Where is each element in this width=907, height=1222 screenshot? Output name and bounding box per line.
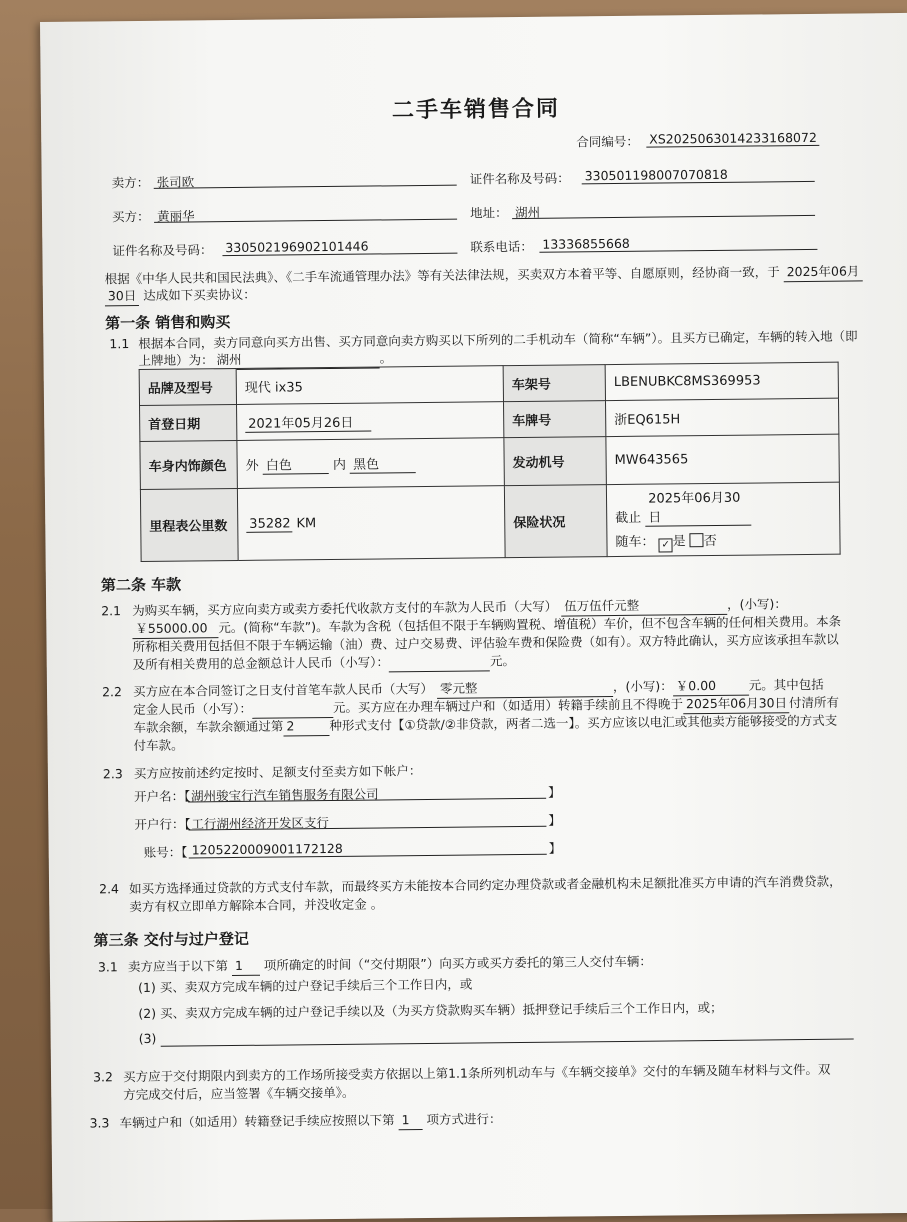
clause-2-2-line-1: 买方应在本合同签订之日支付首笔车款人民币（大写） 零元整 ，(小写)： ￥0.00 元。其中包括 — [132, 676, 824, 700]
inner-color: 黑色 — [350, 453, 416, 474]
contract-page — [40, 13, 907, 1222]
checkbox-yes[interactable]: ✓ — [659, 538, 673, 552]
mileage-cell — [237, 486, 505, 561]
bank-account-close: 】 — [548, 840, 562, 856]
reg-date-value: 2021年05月26日 — [245, 411, 371, 432]
vin-value: LBENUBKC8MS369953 — [605, 362, 838, 400]
yes-label: 是 — [672, 534, 686, 550]
brand-value: 现代 ix35 — [236, 366, 503, 405]
reg-date-label: 首登日期 — [140, 404, 237, 441]
insurance-date: 2025年06月30日 — [645, 487, 751, 527]
bank-branch-close: 】 — [548, 812, 561, 828]
address-label: 地址： — [469, 205, 508, 221]
seller-name: 张司欧 — [154, 170, 457, 189]
no-label: 否 — [703, 533, 717, 550]
buyer-id: 330502196902101446 — [222, 238, 457, 256]
bank-branch-label: 开户行：【 — [134, 816, 191, 833]
outer-color: 白色 — [263, 454, 329, 475]
insurance-label: 保险状况 — [504, 485, 607, 558]
color-label: 车身内饰颜色 — [140, 440, 237, 489]
clause-3-1-text: 卖方应当于以下第 1 项所确定的时间（“交付期限”）向买方或买方委托的第三人交付车辆： — [127, 953, 652, 975]
outer-color-prefix: 外 — [245, 458, 259, 474]
bank-account-label: 账号：【 — [143, 844, 188, 860]
clause-3-1-option-1: (1) 买、卖双方完成车辆的过户登记手续后三个工作日内，或 — [138, 976, 473, 996]
bank-account: 1205220009001172128 — [189, 839, 547, 859]
clause-2-2-line-4: 付车款。 — [133, 737, 184, 754]
bank-name-label: 开户名：【 — [134, 788, 191, 805]
engine-value: MW643565 — [606, 434, 839, 484]
clause-2-2-number: 2.2 — [101, 684, 122, 700]
preamble-text: 根据《中华人民共和国民法典》、《二手车流通管理办法》等有关法律法规，买卖双方本着平等、自愿原则，经协商一致，于 2025年06月 — [105, 263, 863, 289]
clause-2-4-line-1: 如买方选择通过贷款的方式支付车款，而最终买方未能按本合同约定办理贷款或者金融机构未足额批准买方申请的汽车消费贷款， — [129, 873, 842, 897]
checkbox-no[interactable] — [690, 533, 704, 547]
buyer-id-label: 证件名称及号码： — [112, 242, 213, 259]
insurance-follow-label: 随车： — [615, 534, 655, 551]
clause-2-2-line-2: 定金人民币（小写）： 元。买方应在办理车辆过户和（如适用）转籍手续前且不得晚于 2025年06月30日 付清所有 — [133, 694, 840, 718]
mileage-label: 里程表公里数 — [140, 488, 238, 561]
buyer-address: 湖州 — [512, 200, 815, 219]
clause-1-1-text: 根据本合同，卖方同意向买方出售、买方同意向卖方购买以下所列的二手机动车（简称“车辆”）。且买方已确定，车辆的转入地（即 — [138, 328, 858, 351]
clause-2-1-line-1: 为购买车辆，买方应向卖方或卖方委托代收款方支付的车款为人民币（大写） 伍万伍仟元整 ，(小写)： — [132, 596, 787, 619]
buyer-label: 买方： — [111, 208, 150, 225]
clause-2-1-line-4: 及所有相关费用的总金额总计人民币（小写）： 元。 — [132, 653, 516, 673]
clause-1-1-number: 1.1 — [109, 336, 130, 352]
insurance-prefix: 截止 — [615, 510, 642, 527]
clause-2-2-line-3: 车款余额，车款余额通过第 2 种形式支付【①贷款/②非贷款，两者二选一】。买方应该以电汇或其他卖方能够接受的方式支 — [133, 712, 838, 736]
inner-color-prefix: 内 — [332, 457, 347, 473]
bank-name: 湖州骏宝行汽车销售服务有限公司 — [188, 783, 546, 803]
clause-3-3-text: 车辆过户和（如适用）转籍登记手续应按照以下第 1 项方式进行： — [119, 1111, 502, 1131]
clause-3-1-option-3-blank — [161, 1024, 854, 1047]
article-2-title: 第二条 车款 — [100, 575, 182, 595]
mileage-unit: KM — [296, 515, 317, 531]
clause-3-1-option-2: (2) 买、卖双方完成车辆的过户登记手续以及（为买方贷款购买车辆）抵押登记手续后三个工作日内，或； — [138, 999, 723, 1022]
clause-1-1-text-2: 上牌地）为： 湖州 。 — [138, 350, 392, 371]
article-3-title: 第三条 交付与过户登记 — [93, 929, 249, 950]
color-cell — [237, 438, 504, 489]
document-title: 二手车销售合同 — [391, 96, 561, 124]
clause-3-1-number: 3.1 — [97, 959, 118, 975]
brand-label: 品牌及型号 — [139, 368, 236, 405]
seller-id: 330501198007070818 — [582, 166, 815, 184]
contract-no-label: 合同编号： — [576, 133, 639, 150]
phone-label: 联系电话： — [470, 238, 533, 255]
clause-2-1-line-3: 所称相关费用包括但不限于车辆运输（油）费、过户交易费、评估验车费和保险费（如有）。双方特此确认，买方应该承担车款以 — [132, 631, 839, 655]
article-1-title: 第一条 销售和购买 — [105, 313, 231, 333]
clause-2-1-number: 2.1 — [101, 603, 122, 619]
clause-2-1-line-2: ￥55000.00 元。(简称“车款”)。车款为含税（包括但不限于车辆购置税、增值税）车价，但不包含车辆的任何相关费用。本条 — [132, 614, 841, 639]
plate-value: 浙EQ615H — [605, 398, 838, 436]
bank-branch: 工行湖州经济开发区支行 — [188, 811, 546, 831]
mileage-value: 35282 — [246, 516, 292, 532]
vehicle-info-table — [139, 362, 841, 562]
clause-2-3-number: 2.3 — [102, 766, 123, 782]
vin-label: 车架号 — [503, 365, 605, 402]
reg-date-cell — [237, 402, 504, 441]
clause-2-4-number: 2.4 — [99, 881, 120, 897]
clause-3-1-option-3: (3) — [138, 1030, 157, 1047]
clause-2-3-text: 买方应按前述约定按时、足额支付至卖方如下帐户： — [133, 763, 422, 782]
bank-name-close: 】 — [548, 784, 561, 800]
seller-label: 卖方： — [111, 174, 150, 191]
insurance-cell — [606, 482, 840, 556]
preamble-text-2: 30日 达成如下买卖协议： — [105, 287, 256, 306]
clause-3-2-line-2: 方完成交付后，应当签署《车辆交接单》。 — [123, 1084, 355, 1103]
clause-3-3-number: 3.3 — [89, 1115, 110, 1131]
contract-no: XS2025063014233168072 — [646, 130, 819, 148]
clause-2-4-line-2: 卖方有权立即单方解除本合同，并没收定金 。 — [129, 896, 384, 915]
clause-3-2-line-1: 买方应于交付期限内到卖方的工作场所接受卖方依据以上第1.1条所列机动车与《车辆交接单》交付的车辆及随车材料与文件。双 — [122, 1061, 831, 1085]
plate-label: 车牌号 — [504, 401, 606, 438]
buyer-phone: 13336855668 — [539, 234, 817, 253]
seller-id-label: 证件名称及号码： — [469, 170, 570, 187]
buyer-name: 黄丽华 — [154, 204, 457, 223]
engine-label: 发动机号 — [504, 437, 606, 486]
clause-3-2-number: 3.2 — [92, 1069, 114, 1085]
